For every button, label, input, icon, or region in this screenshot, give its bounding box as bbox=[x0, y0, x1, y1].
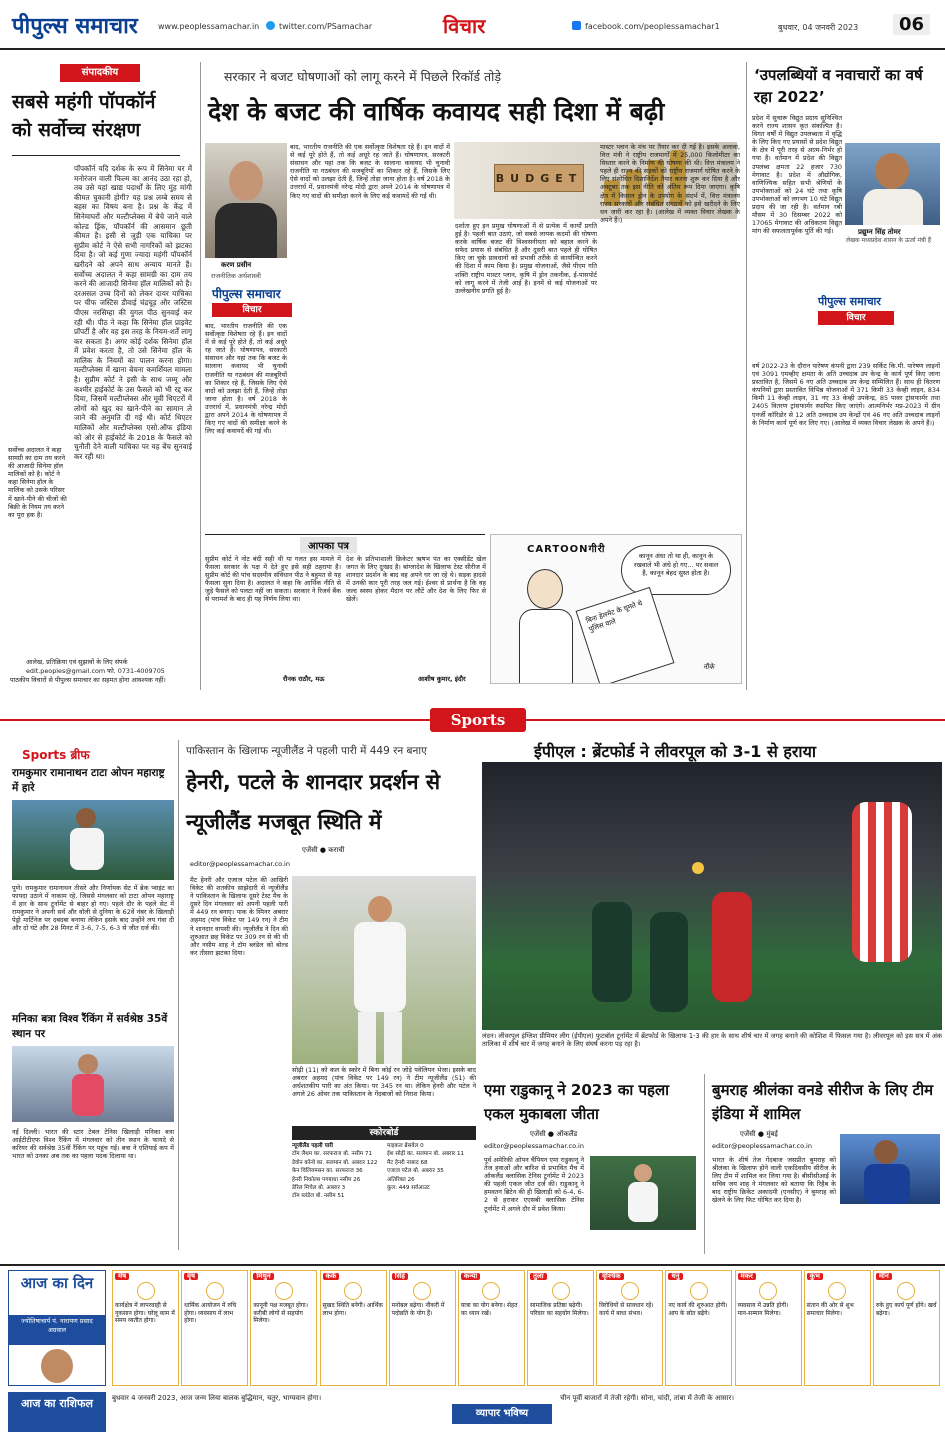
zodiac-sign-name: कर्क bbox=[323, 1273, 340, 1280]
nz-body-2: सोढ़ी (11) को कल के स्कोर में बिना कोई रन जोड़े पवेलियन भेजा। इसके बाद अबरार अहमद (पांच विकेट पर 149 रन) ने टीम न्यूजीलैंड (51) की अर्धशतकीय पारी का अंत किया। पर 345 रन था। लेकिन हेनरी और पटेल ने अगले 26 ओवर तक पाकिस्तान के गेंदबाजों को निराश किया। bbox=[292, 1066, 476, 1099]
lead-kicker: सरकार ने बजट घोषणाओं को लागू करने में पिछले रिकॉर्ड तोड़े bbox=[224, 69, 502, 84]
zodiac-sign-name: धनु bbox=[668, 1273, 682, 1280]
zodiac-sign-cell bbox=[735, 1270, 802, 1386]
editorial-title: सबसे महंगी पॉपकॉर्न को सर्वोच्च संरक्षण bbox=[12, 91, 156, 141]
masthead-logo: पीपुल्स समाचार bbox=[12, 13, 138, 39]
zodiac-sign-name: मेष bbox=[115, 1273, 129, 1280]
zodiac-sign-name: सिंह bbox=[392, 1273, 408, 1280]
scorecard-row: टॉम ब्लंडेल बो. नसीम 51 bbox=[292, 1193, 345, 1200]
emma-title: एमा राडुकानू ने 2023 का पहला एकल मुकाबला जीता bbox=[484, 1081, 670, 1123]
cartoon-newspaper: बिना हेलमेट के घूमते थे पुलिस वाले bbox=[576, 587, 675, 684]
masthead-website[interactable]: www.peoplessamachar.in bbox=[158, 22, 260, 31]
zodiac-sign-name: मिथुन bbox=[253, 1273, 273, 1280]
lead-title: देश के बजट की वार्षिक कवायद सही दिशा में बढ़ी bbox=[208, 97, 665, 126]
lead-column-3: मास्टर प्लान के मंच पर तैयार कर दी गई है। इसके अलावा, वित्त मंत्री ने राष्ट्रीय राजमार्गों में 25,000 किलोमीटर का विस्तार करने के निर्माण की घोषणा की थी। वित्त मंत्रालय ने पहले ही राज्य की सड़कों को राष्ट्रीय राजमार्ग घोषित करने के लिए संशोधित दिशानिर्देश तैयार करना शुरू कर दिया है और अक्टूबर तक इस नीति को अंतिम रूप दिया जाएगा। कृषि क्षेत्र में किसान ड्रोन के उपयोग के संदर्भ में, वित्त मंत्रालय राज्य सरकारों और संबंधित संगठनों को इसे खरीदने के लिए धन जारी कर रहा है। (आलेख में व्यक्त विचार लेखक के अपने हैं।) bbox=[600, 143, 740, 224]
scorecard-row: एजाज पटेल बो. अबरार 35 bbox=[387, 1168, 444, 1175]
lead-column-1-lower: बाद, भारतीय राजनीति की एक सर्वोत्कृष्ट विशेषता रहे हैं। इन वादों में से कई पूरे होते हैं, तो कई अधूरे रह जाते हैं। घोषणापत्र, सरकारी संसाधन और यहां तक कि बजट के सालाना कवायद भी चुनावी राजनीति या गठबंधन की मजबूरियों का शिकार रहे हैं, जिसके लिए ऐसे वादों को उलझा देती हैं, जिन्हें तोड़ा जाना होता है। वर्ष 2018 के उत्तरार्ध में, प्रधानमंत्री नरेन्द्र मोदी द्वारा अपने 2014 के घोषणापत्र में किए गए वादों की समीक्षा करने के लिए कई कवायदें की गई थी। bbox=[205, 322, 287, 436]
brief2-title: मनिका बत्रा विश्व रैंकिंग में सर्वश्रेष्ठ 35वें स्थान पर bbox=[12, 1013, 168, 1040]
cartoon-title: CARTOONगीरी bbox=[527, 544, 606, 555]
section-title: विचार bbox=[443, 14, 486, 38]
scorecard bbox=[292, 1142, 476, 1254]
nz-kicker: पाकिस्तान के खिलाफ न्यूजीलैंड ने पहली पारी में 449 रन बनाए bbox=[186, 745, 427, 757]
bottom-horoscope-label: आज का राशिफल bbox=[8, 1392, 106, 1432]
masthead-date: बुधवार, 04 जनवरी 2023 bbox=[778, 23, 859, 32]
horoscope-divider bbox=[0, 1264, 945, 1266]
brief1-title: रामकुमार रामानाथन टाटा ओपन महाराष्ट्र में हारे bbox=[12, 767, 165, 794]
sports-divider-2 bbox=[704, 1074, 705, 1254]
editorial-footer-disclaimer: पाठकीय विचारों से पीपुल्स समाचार का सहमत होना आवश्यक नहीं। bbox=[10, 676, 166, 684]
editorial-footer-contact: आलेख, प्रतिक्रिया एवं सुझावों के लिए संपर्क bbox=[26, 658, 128, 666]
bumrah-photo bbox=[840, 1134, 940, 1204]
bumrah-body: भारत के शीर्ष तेज गेंदबाज जसप्रीत बुमराह को श्रीलंका के खिलाफ होने वाली एकदिवसीय सीरीज के लिए टीम में शामिल कर लिया गया है। बीसीसीआई के सचिव जय शाह ने मंगलवार को बताया कि रिहैब के बाद राष्ट्रीय क्रिकेट अकादमी (एनसीए) ने बुमराह को खेलने के लिए फिट घोषित कर दिया है। bbox=[712, 1156, 836, 1205]
scorecard-row: हेनरी निकोल्स पगबाधा नसीम 26 bbox=[292, 1176, 361, 1183]
zodiac-sign-name: वृष bbox=[184, 1273, 198, 1280]
sports-band: Sports bbox=[430, 708, 526, 732]
editorial-margin-note: सर्वोच्च अदालत ने कहा सामग्री का दाम तय करने की आजादी सिनेमा हॉल मालिकों को है। कोर्ट ने कहा सिनेमा हॉल के मालिक को उसके परिसर में खाने-पीने की चीजों की बिक्री के नियम तय करने का पूरा हक है। bbox=[8, 446, 67, 519]
zodiac-sign-text: नए कार्य की शुरुआत होगी। आय के स्रोत बढ़ेंगे। bbox=[668, 1302, 728, 1317]
author-role: राजनीतिक अर्थशास्त्री bbox=[211, 272, 261, 280]
scorecard-row: केन विलियमसन का. सरफराज 36 bbox=[292, 1168, 363, 1175]
budget-block: BUDGET bbox=[494, 164, 584, 192]
zodiac-symbol-icon bbox=[206, 1282, 224, 1300]
upalabdhi-column-2: वर्ष 2022-23 के दौरान पारेषण कंपनी द्वारा 239 सर्किट कि.मी. पारेषण लाइनों एवं 3091 एमव्हीए क्षमता के अति उच्चदाब उप केन्द्र के कार्य पूर्ण किए जाना प्रस्तावित है, जिसमें 6 नए अति उच्चदाब उप केन्द्र सम्मिलित हैं। साथ ही वितरण कंपनियों द्वारा प्रस्तावित विभिन्न योजनाओं में 371 किमी 33 केव्ही लाइन, 834 किमी 11 केव्ही लाइन, 31 नए 33 केव्ही उपकेन्द्र, 85 पावर ट्रांसफार्मर तथा 2405 वितरण ट्रांसफार्मर स्थापित किए जाएंगे। आत्मनिर्भर मप्र-2023 में ग्रीन एनर्जी कॉरिडोर से 12 अति उच्चदाब उप केन्द्रों एवं 46 नए अति उच्चदाब लाइनों के निर्माण कार्य पूर्ण कर लिए गए। (आलेख में व्यक्त विचार लेखक के अपने हैं।) bbox=[752, 362, 940, 427]
scorecard-row: मैट हेनरी नाबाद 68 bbox=[387, 1159, 428, 1166]
nz-player-photo bbox=[292, 876, 476, 1064]
editorial-footer-email[interactable]: edit.peoples@gmail.com फो. 0731-4009705 bbox=[26, 667, 165, 675]
nz-title: हेनरी, पटले के शानदार प्रदर्शन से न्यूजीलैंड मजबूत स्थिति में bbox=[186, 770, 441, 834]
upalabdhi-logo-sub: विचार bbox=[818, 311, 894, 325]
masthead-facebook[interactable]: facebook.com/peoplessamachar1 bbox=[585, 22, 720, 31]
zodiac-sign-text: धार्मिक आयोजन में रुचि होगा। व्यवसाय में लाभ होगा। bbox=[184, 1302, 237, 1325]
minister-photo bbox=[845, 143, 940, 225]
letters-column-1: सुप्रीम कोर्ट ने नोट बंदी सही थी या गलत इस मामले में फैसला सरकार के पक्ष में देते हुए इसे सही ठहराया है। सुप्रीम कोर्ट की पांच सदस्यीय संविधान पीठ ने बहुमत से यह फैसला सुना दिया है। अदालत ने कहा कि आर्थिक नीति से जुड़े फैसले को पलटा नहीं जा सकता। सरकार ने रिजर्व बैंक से परामर्श के बाद ही यह निर्णय लिया था। bbox=[205, 555, 341, 604]
emma-body: पूर्व अमेरिकी ओपन चैंपियन एमा राडुकानू ने तेज हवाओं और बारिश से प्रभावित मैच में ऑकलैंड क्लासिक टेनिस टूर्नामेंट में 2023 की पहली एकल जीत दर्ज की। राडुकानू ने हमवतन ब्रिटेन की ही खिलाड़ी को 6-4, 6-2 से हराकर एएसबी क्लासिक टेनिस टूर्नामेंट में अगले दौर में प्रवेश किया। bbox=[484, 1156, 584, 1213]
minister-name: प्रद्युम्न सिंह तोमर bbox=[858, 228, 901, 236]
zodiac-symbol-icon bbox=[482, 1282, 500, 1300]
twitter-icon bbox=[266, 21, 275, 30]
bumrah-dateline-text: मुंबई bbox=[766, 1130, 778, 1138]
zodiac-symbol-icon bbox=[621, 1282, 639, 1300]
footer-business-badge: व्यापार भविष्य bbox=[452, 1404, 552, 1424]
footer-left-text: बुधवार 4 जनवरी 2023, आज जन्म लिया बालक बुद्धिमान, चतुर, भाग्यवान होगा। bbox=[112, 1394, 322, 1402]
ramkumar-photo bbox=[12, 800, 174, 880]
zodiac-sign-name: कुंभ bbox=[807, 1273, 823, 1280]
letters-title: आपका पत्र bbox=[300, 537, 357, 553]
zodiac-sign-cell bbox=[596, 1270, 663, 1386]
letters-column-2: देश के प्रतिभाशाली क्रिकेटर ऋषभ पंत का एक्सीडेंट खेल जगत के लिए दुःखद है। बांग्लादेश के खिलाफ टेस्ट सीरीज में शानदार प्रदर्शन के बाद वह अपने घर जा रहे थे। सड़क हादसे में उनकी कार पूरी तरह जल गई। ईश्वर से प्रार्थना है कि वह जल्द स्वस्थ होकर मैदान पर लौटें और देश के लिए फिर से खेलें। bbox=[346, 555, 486, 604]
zodiac-sign-text: सामाजिक प्रतिष्ठा बढ़ेगी। परिवार का सहयोग मिलेगा। bbox=[530, 1302, 589, 1317]
emma-photo bbox=[590, 1156, 696, 1230]
cartoon-bubble: कानून अंधा तो था ही, कानून के रखवाले भी अंधे हो गए... पर सवाल है, कानून बेहद सुस्त होता है। bbox=[621, 545, 731, 595]
scorecard-row: टॉम लैथम का. सरफराज बो. नसीम 71 bbox=[292, 1151, 373, 1158]
zodiac-sign-cell bbox=[112, 1270, 179, 1386]
bumrah-email[interactable]: editor@peoplessamachar.co.in bbox=[712, 1142, 812, 1150]
page-number: 06 bbox=[893, 14, 930, 35]
upalabdhi-title: ‘उपलब्धियों व नवाचारों का वर्ष रहा 2022’ bbox=[754, 66, 923, 106]
scorecard-row: डेवोन कॉन्वे का. सलमान बो. अबरार 122 bbox=[292, 1159, 378, 1166]
zodiac-sign-text: यात्रा का योग बनेगा। सेहत का ध्यान रखें। bbox=[460, 1302, 518, 1317]
brief1-body: पुणे। रामकुमार रामानाथन तीसरे और निर्णायक सेट में ब्रेक प्वाइंट का फायदा उठाने में नाकाम रहे, जिससे मंगलवार को टाटा ओपन महाराष्ट्र में हार के साथ टूर्नामेंट से बाहर हो गए। पहले दौर के पहले सेट में रामकुमार ने अपनी सर्व और वॉली से दुनिया के 62वें नंबर के खिलाड़ी पेड्रो मार्टिनेज पर दबदबा बनाया लेकिन इसके बाद उन्होंने लय गंवा दी और दो घंटे और 28 मिनट में 3-6, 7-5, 6-3 से जीत दर्ज की। bbox=[12, 884, 174, 933]
zodiac-symbol-icon bbox=[897, 1282, 915, 1300]
nz-agency-text: एजेंसी bbox=[302, 846, 318, 854]
editorial-label: संपादकीय bbox=[60, 64, 140, 82]
day-label: आज का दिन bbox=[20, 1274, 94, 1292]
cartoon-man-head bbox=[527, 569, 563, 609]
nz-email[interactable]: editor@peoplessamachar.co.in bbox=[190, 860, 290, 868]
zodiac-sign-cell bbox=[320, 1270, 387, 1386]
cartoon-signature: नीके bbox=[703, 663, 715, 671]
cartoon-panel bbox=[490, 534, 742, 684]
scorecard-title: स्कोरबोर्ड bbox=[292, 1126, 476, 1140]
scorecard-row: डेरिल मिचेल बो. अबरार 3 bbox=[292, 1185, 346, 1192]
zodiac-sign-text: मनोबल बढ़ेगा। नौकरी में पदोन्नति के योग हैं। bbox=[391, 1302, 445, 1317]
masthead-twitter[interactable]: twitter.com/PSamachar bbox=[279, 22, 373, 31]
letters-signature-1: रौनक राठौर, मऊ bbox=[283, 675, 325, 683]
zodiac-sign-text: कार्यक्षेत्र में लापरवाही से नुकसान होगा। घरेलू काम में समय व्यतीत होगा। bbox=[115, 1302, 175, 1325]
emma-email[interactable]: editor@peoplessamachar.co.in bbox=[484, 1142, 584, 1150]
zodiac-symbol-icon bbox=[413, 1282, 431, 1300]
manika-photo bbox=[12, 1046, 174, 1122]
sports-brief-label: Sports ब्रीफ bbox=[22, 748, 90, 762]
emma-agency: एजेंसी bbox=[530, 1130, 546, 1138]
lead-column-1: बाद, भारतीय राजनीति की एक सर्वोत्कृष्ट विशेषता रहे हैं। इन वादों में से कई पूरे होते हैं, तो कई अधूरे रह जाते हैं। घोषणापत्र, सरकारी संसाधन और यहां तक कि बजट के सालाना कवायद भी चुनावी राजनीति या गठबंधन की मजबूरियों का शिकार रहे हैं, जिसके लिए ऐसे वादों को उलझा देती हैं, जिन्हें तोड़ा जाना होता है। वर्ष 2018 के उत्तरार्ध में, प्रधानमंत्री नरेन्द्र मोदी द्वारा अपने 2014 के घोषणापत्र में किए गए वादों की समीक्षा करने के लिए कई कवायदें की गई थी। bbox=[290, 143, 450, 200]
zodiac-sign-cell bbox=[250, 1270, 317, 1386]
astrologer-photo bbox=[41, 1349, 73, 1383]
masthead bbox=[0, 0, 945, 50]
zodiac-sign-name: कन्या bbox=[461, 1273, 480, 1280]
zodiac-sign-text: संतान की ओर से शुभ समाचार मिलेगा। bbox=[806, 1302, 854, 1317]
author-photo bbox=[205, 143, 287, 258]
scorecard-row: कुल: 449 सर्वआउट bbox=[387, 1185, 430, 1192]
minister-role: लेखक मध्यप्रदेश शासन के ऊर्जा मंत्री हैं bbox=[846, 237, 932, 244]
editorial-divider bbox=[12, 155, 180, 156]
epl-title: ईपीएल : ब्रेंटफोर्ड ने लीवरपूल को 3-1 से हराया bbox=[534, 742, 816, 761]
zodiac-sign-cell bbox=[181, 1270, 248, 1386]
zodiac-sign-name: तुला bbox=[530, 1273, 547, 1280]
upalabdhi-logo: पीपुल्स समाचार bbox=[818, 295, 881, 308]
letters-divider bbox=[205, 534, 485, 535]
scorecard-row: माइकल ब्रेसवेल 0 bbox=[387, 1143, 424, 1149]
footer-right-text: चीन पूर्वी बाजारों में तेजी रहेगी। सोना, चांदी, तांबा में तेजी के आसार। bbox=[560, 1394, 735, 1402]
upalabdhi-column-1: प्रदेश में सुचारू विद्युत प्रदाय सुनिश्चित करने राज्य शासन कृत संकल्पित है। विगत वर्षों में विद्युत उपलब्धता में वृद्धि के लिए किए गए प्रयासों से प्रदेश विद्युत के क्षेत्र में पूरी तरह से आत्म-निर्भर हो गया है। वर्तमान में प्रदेश की विद्युत उपलब्ध क्षमता 22 हजार 730 मेगावाट है। प्रदेश में औद्योगिक, वाणिज्यिक सहित सभी श्रेणियों के उपभोक्ताओं को 24 घंटे तथा कृषि उपभोक्ताओं को लगभग 10 घंटे विद्युत प्रदाय की जा रही है। वर्तमान रबी मौसम में 30 दिसम्बर 2022 को 17065 मेगावाट की अधिकतम विद्युत मांग की सफलतापूर्वक पूर्ति की गई। bbox=[752, 114, 842, 236]
lead-logo: पीपुल्स समाचार bbox=[212, 287, 281, 301]
zodiac-symbol-icon bbox=[552, 1282, 570, 1300]
zodiac-sign-cell bbox=[527, 1270, 594, 1386]
lead-logo-sub: विचार bbox=[212, 303, 292, 317]
epl-photo bbox=[482, 762, 942, 1030]
column-divider-right bbox=[746, 62, 747, 690]
lead-column-2: दर्शाता हुए इन प्रमुख घोषणाओं में से प्रत्येक में कार्यों प्रगति हुई है। पहली बात उठाएं, जो सबसे लायक कदमों की घोषणा करके वार्षिक बजट की विश्वसनीयता को बहाल करने के सफेद प्रयास से संबंधित है और दूसरी बात पहले ही घोषित किए जा चुके प्रावधानों को प्रभावी तरीके से कार्यान्वित करने की दिशा में काम किया है। प्रमुख योजनाओं, जैसे पीएम गति शक्ति राष्ट्रीय मास्टर प्लान, कृषि में ड्रोन तकनीक, ई-पासपोर्ट को लागू करने में तेजी आई है। इनमें से कई योजनाओं पर उल्लेखनीय प्रगति हुई है। bbox=[455, 222, 597, 295]
zodiac-sign-cell bbox=[873, 1270, 940, 1386]
bumrah-title: बुमराह श्रीलंका वनडे सीरीज के लिए टीम इंडिया में शामिल bbox=[712, 1081, 934, 1123]
day-panel bbox=[8, 1270, 106, 1386]
zodiac-sign-cell bbox=[804, 1270, 871, 1386]
zodiac-sign-cell bbox=[389, 1270, 456, 1386]
cartoon-man-body bbox=[519, 609, 573, 684]
scorecard-row: अतिरिक्त 26 bbox=[387, 1176, 415, 1183]
zodiac-symbol-icon bbox=[828, 1282, 846, 1300]
zodiac-sign-cell bbox=[665, 1270, 732, 1386]
editorial-body: पॉपकॉर्न यदि दर्शक के रूप में सिनेमा घर में मनोरंजन वाली फिल्म का आनंद उठा रहा हो, तब उसे यहां खाद्य पदार्थों के लिए मुंह मांगी कीमत चुकानी होगी? यह प्रश्न लम्बे समय से बहस का विषय बना है। प्रश्न के केंद्र में सिनेमाघरों और मल्टीप्लेक्स में बेचे जाने वाले कोल्ड ड्रिंक, पॉपकॉर्न की आसमान छूती कीमत है। इसी से जुड़ी एक याचिका पर सुप्रीम कोर्ट ने ऐसे सभी नागरिकों को झटका दिया है। जो कई गुणा ज्यादा महंगी पॉपकॉर्न खरीदने को अपने साथ अन्याय मानते हैं। सर्वोच्च अदालत ने कहा सामग्री का दाम तय करने की आजादी सिनेमा हॉल मालिकों को है। दरअसल उच्च दिनों को लेकर दायर याचिका पर चीफ जस्टिस डीवाई चंद्रचूड़ और जस्टिस पीएस नरसिम्हा की युगल पीठ सुनवाई कर रही थी। पीठ ने कहा कि सिनेमा हॉल प्राइवेट प्रॉपर्टी है और वह इस तरह के नियम-शर्तें लागू कर सकता है। अगर कोई दर्शक सिनेमा हॉल में प्रवेश करता है, तो उसे सिनेमा हॉल के मालिक के नियमों का पालन करना होगा। मल्टीप्लेक्स में खाना बेचना कमर्शियल मामला है। सुप्रीम कोर्ट ने इसी के साथ जम्मू और कश्मीर हाईकोर्ट के उस फैसले को भी रद्द कर दिया, जिसमें मल्टीप्लेक्स और मूवी थिएटरों में लोगों को खुद का खाने-पीने का सामान ले जाने की अनुमति दी गई थी। कोर्ट थिएटर मालिकों और मल्टीप्लेक्स एसो.ऑफ इंडिया को ओर से हाईकोर्ट के 2018 के फैसले को चुनौती देने वाली याचिका पर यह बेंच सुनवाई कर रही था। bbox=[74, 164, 192, 461]
facebook-icon bbox=[572, 21, 581, 30]
letters-signature-2: आशीष कुमार, इंदौर bbox=[418, 675, 466, 683]
zodiac-sign-name: वृश्चिक bbox=[599, 1273, 624, 1280]
zodiac-grid bbox=[112, 1270, 942, 1386]
day-astrologer: ज्योतिषाचार्य पं. नारायण प्रसाद अग्रवाल bbox=[9, 1315, 105, 1345]
zodiac-sign-cell bbox=[458, 1270, 525, 1386]
bumrah-dateline: एजेंसी ● मुंबई bbox=[740, 1130, 778, 1138]
nz-agency: एजेंसी ● कराची bbox=[302, 846, 345, 854]
zodiac-sign-name: मकर bbox=[738, 1273, 756, 1280]
zodiac-sign-text: रुके हुए कार्य पूर्ण होंगे। खर्च बढ़ेगा। bbox=[875, 1302, 937, 1317]
zodiac-symbol-icon bbox=[137, 1282, 155, 1300]
brief2-body: नई दिल्ली। भारत की स्टार टेबल टेनिस खिलाड़ी मनिका बत्रा आईटीटीएफ विश्व रैंकिंग में मंगलवार को तीन स्थान के फायदे से करियर की सर्वश्रेष्ठ 35वीं रैंकिंग पर पहुंच गई। बत्रा ने एशियाई कप में भारत को उनका अब तक का पहला पदक दिलाया था। bbox=[12, 1128, 174, 1161]
column-divider bbox=[200, 62, 201, 690]
zodiac-symbol-icon bbox=[759, 1282, 777, 1300]
zodiac-symbol-icon bbox=[275, 1282, 293, 1300]
nz-body: मैट हेनरी और एजाज पटेल की आखिरी विकेट की शतकीय साझेदारी से न्यूजीलैंड ने पाकिस्तान के खिलाफ दूसरे टेस्ट मैच के दूसरे दिन मंगलवार को अपनी पहली पारी में 449 रन बनाए। पाक के स्पिनर अबरार अहमद (पांच विकेट पर 149 रन) ने टीम ने शानदार वापसी की। न्यूजीलैंड ने दिन की शुरुआत छह विकेट पर 309 रन से की थी और नसीम शाह ने टॉम ब्लंडेल को बोल्ड कर तीसरा झटका दिया। bbox=[190, 876, 288, 957]
zodiac-sign-name: मीन bbox=[876, 1273, 892, 1280]
nz-dateline: कराची bbox=[328, 846, 345, 854]
emma-dateline-text: ऑकलैंड bbox=[556, 1130, 578, 1138]
zodiac-symbol-icon bbox=[344, 1282, 362, 1300]
sports-divider bbox=[178, 740, 179, 1250]
zodiac-sign-text: व्यवसाय में उन्नति होगी। मान-सम्मान मिलेगा। bbox=[737, 1302, 789, 1317]
scorecard-row: ईश सोढ़ी का. सलमान बो. अबरार 11 bbox=[387, 1151, 465, 1158]
bumrah-agency: एजेंसी bbox=[740, 1130, 756, 1138]
epl-caption: लंदन। लीवरपूल इंग्लिश प्रीमियर लीग (ईपीएल) फुटबॉल टूर्नामेंट में ब्रेंटफोर्ड के खिलाफ 1-3 की हार के साथ शीर्ष चार में जगह बनाने की कोशिश में फिसल गया है। लीवरपूल को इस सत्र में अंक तालिका में शीर्ष चार में जगह बनाने के लिए संघर्ष करना पड़ रहा है। bbox=[482, 1032, 942, 1049]
zodiac-sign-text: कानूनी पक्ष मजबूत होगा। करीबी लोगों से सहयोग मिलेगा। bbox=[253, 1302, 308, 1325]
scorecard-row: न्यूजीलैंड पहली पारी bbox=[292, 1143, 333, 1149]
zodiac-sign-text: विरोधियों से सावधान रहें। कार्य में बाधा संभव। bbox=[599, 1302, 654, 1317]
zodiac-sign-text: सुखद स्थिति बनेगी। आर्थिक लाभ होगा। bbox=[322, 1302, 384, 1317]
zodiac-symbol-icon bbox=[690, 1282, 708, 1300]
emma-dateline: एजेंसी ● ऑकलैंड bbox=[530, 1130, 578, 1138]
author-name: करण प्रसीन bbox=[221, 261, 252, 269]
